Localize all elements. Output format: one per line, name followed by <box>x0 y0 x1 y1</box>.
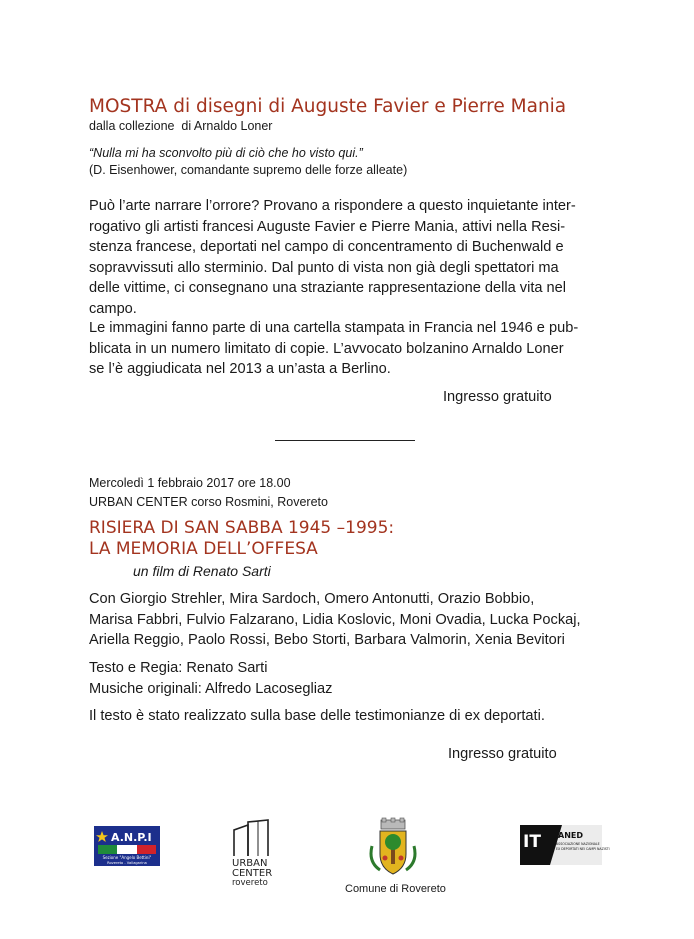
paragraph-line: stenza francese, deportati nel campo di concentramento di Buchenwald e <box>89 239 564 255</box>
exhibition-title: MOSTRA di disegni di Auguste Favier e Pierre Mania <box>89 96 567 117</box>
exhibition-entry-free: Ingresso gratuito <box>443 389 552 405</box>
comune-coat-of-arms <box>368 818 418 880</box>
comune-label: Comune di Rovereto <box>345 883 446 895</box>
aned-initials: IT <box>523 832 541 852</box>
film-title-line-2: LA MEMORIA DELL’OFFESA <box>89 539 318 559</box>
aned-desc-2: EX DEPORTATI NEI CAMPI NAZISTI <box>556 847 610 851</box>
tree-icon <box>385 834 401 850</box>
aned-logo <box>520 825 610 865</box>
paragraph-line: sopravvissuti allo sterminio. Dal punto di vista non già degli spettatori ma <box>89 259 559 276</box>
cast-line: Marisa Fabbri, Fulvio Falzarano, Lidia Koslovic, Moni Ovadia, Lucka Pockaj, <box>89 611 581 628</box>
credit-direction: Testo e Regia: Renato Sarti <box>89 660 268 676</box>
event-date: Mercoledì 1 febbraio 2017 ore 18.00 <box>89 476 291 490</box>
cast-line: Ariella Reggio, Paolo Rossi, Bebo Storti, Barbara Valmorin, Xenia Bevitori <box>89 632 565 648</box>
urban-word-3: rovereto <box>232 878 268 888</box>
paragraph-line: Le immagini fanno parte di una cartella stampata in Francia nel 1946 e pub- <box>89 320 579 336</box>
aned-name: ANED <box>558 831 583 840</box>
paragraph-line: rogativo gli artisti francesi Auguste Favier e Pierre Mania, attivi nella Resi- <box>89 218 566 235</box>
credit-music: Musiche originali: Alfredo Lacosegliaz <box>89 681 333 697</box>
cast-line: Con Giorgio Strehler, Mira Sardoch, Omero Antonutti, Orazio Bobbio, <box>89 591 535 607</box>
film-director: un film di Renato Sarti <box>133 563 271 579</box>
aned-desc-1: ASSOCIAZIONE NAZIONALE <box>556 842 600 846</box>
anpi-name: A.N.P.I <box>111 831 152 844</box>
anpi-city: Rovereto - Vallagarina <box>107 861 147 865</box>
paragraph-line: delle vittime, ci consegnano una straziante rappresentazione della vita nel <box>89 280 567 296</box>
anpi-section: Sezione "Angelo Bettini" <box>102 855 152 860</box>
paragraph-line: blicata in un numero limitato di copie. L’avvocato bolzanino Arnaldo Loner <box>89 340 564 357</box>
testimony-note: Il testo è stato realizzato sulla base delle testimonianze di ex deportati. <box>89 708 545 724</box>
paragraph-line: se l’è aggiudicata nel 2013 a un’asta a Berlino. <box>89 361 391 377</box>
exhibition-subtitle: dalla collezione di Arnaldo Loner <box>89 119 273 133</box>
section-divider <box>275 440 415 441</box>
paragraph-line: campo. <box>89 300 137 317</box>
event-entry-free: Ingresso gratuito <box>448 746 557 762</box>
film-title-line-1: RISIERA DI SAN SABBA 1945 –1995: <box>89 518 395 538</box>
event-place: URBAN CENTER corso Rosmini, Rovereto <box>89 495 328 509</box>
urban-word-1: URBAN <box>232 858 268 869</box>
paragraph-line: Può l’arte narrare l’orrore? Provano a rispondere a questo inquietante inter- <box>89 198 576 214</box>
urban-building-icon <box>234 825 248 856</box>
exhibition-quote: “Nulla mi ha sconvolto più di ciò che ho visto qui.” <box>89 146 363 160</box>
film-cast <box>89 589 629 651</box>
exhibition-paragraph-2 <box>89 318 614 380</box>
urban-word-2: CENTER <box>232 868 273 879</box>
anpi-logo <box>94 826 160 866</box>
exhibition-paragraph-1 <box>89 196 614 319</box>
urban-center-logo <box>228 818 278 888</box>
exhibition-quote-source: (D. Eisenhower, comandante supremo delle forze alleate) <box>89 163 408 177</box>
